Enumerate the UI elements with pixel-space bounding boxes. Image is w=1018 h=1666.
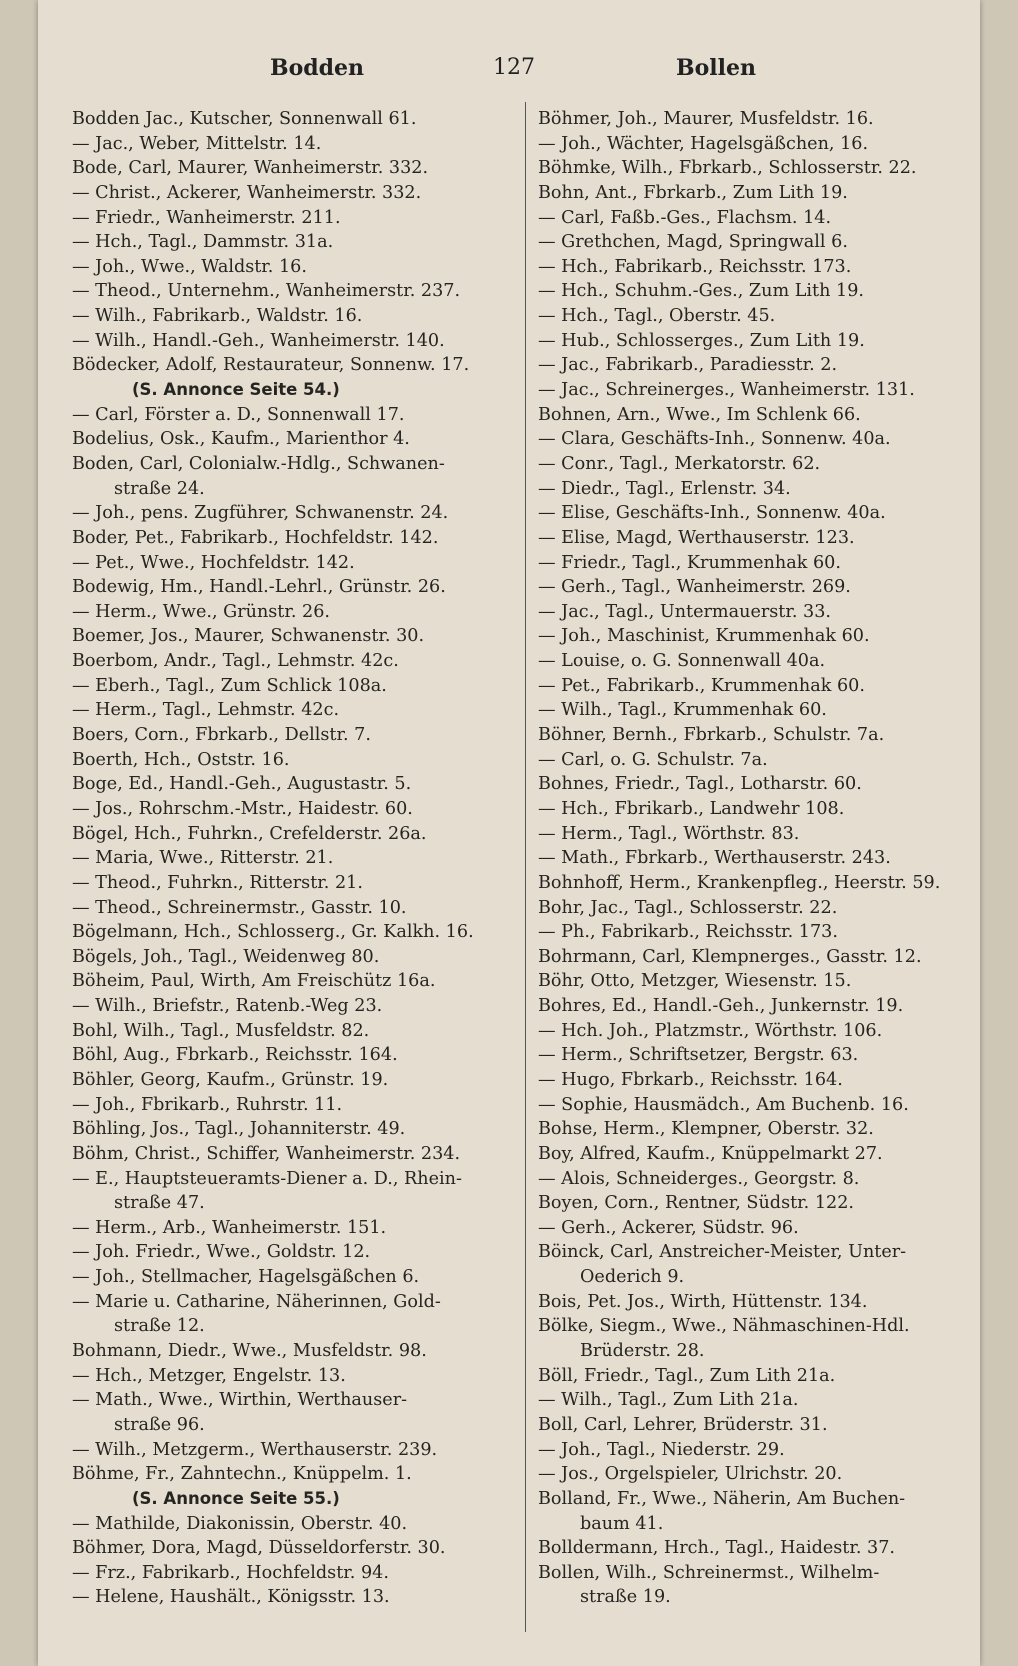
entry-continuation: baum 41. bbox=[580, 1513, 664, 1534]
directory-entry: — Hch., Fabrikarb., Reichsstr. 173. bbox=[538, 256, 852, 277]
directory-entry: — Gerh., Ackerer, Südstr. 96. bbox=[538, 1217, 799, 1238]
directory-entry: — Conr., Tagl., Merkatorstr. 62. bbox=[538, 453, 821, 474]
directory-entry: — Jos., Rohrschm.-Mstr., Haidestr. 60. bbox=[72, 798, 413, 819]
directory-entry: — Jac., Schreinerges., Wanheimerstr. 131. bbox=[538, 380, 915, 401]
directory-entry: Böhr, Otto, Metzger, Wiesenstr. 15. bbox=[538, 971, 852, 992]
directory-entry: Böhner, Bernh., Fbrkarb., Schulstr. 7a. bbox=[538, 725, 885, 746]
directory-entry: — Maria, Wwe., Ritterstr. 21. bbox=[72, 848, 334, 869]
annonce-note: (S. Annonce Seite 55.) bbox=[132, 1488, 340, 1508]
directory-entry: — Christ., Ackerer, Wanheimerstr. 332. bbox=[72, 182, 422, 203]
directory-entry: Bohr, Jac., Tagl., Schlosserstr. 22. bbox=[538, 897, 838, 918]
directory-entry: Bois, Pet. Jos., Wirth, Hüttenstr. 134. bbox=[538, 1291, 868, 1312]
right-column bbox=[538, 107, 968, 1610]
directory-entry: — Sophie, Hausmädch., Am Buchenb. 16. bbox=[538, 1094, 909, 1115]
directory-entry: Bohnes, Friedr., Tagl., Lotharstr. 60. bbox=[538, 774, 862, 795]
entry-continuation: straße 19. bbox=[580, 1587, 671, 1608]
directory-entry: — Joh., Wwe., Waldstr. 16. bbox=[72, 256, 307, 277]
directory-entry: Böhmke, Wilh., Fbrkarb., Schlosserstr. 22. bbox=[538, 158, 917, 179]
entry-continuation: Oederich 9. bbox=[580, 1267, 685, 1288]
directory-entry: Böhme, Fr., Zahntechn., Knüppelm. 1. bbox=[72, 1464, 412, 1485]
directory-entry: — Jac., Fabrikarb., Paradiesstr. 2. bbox=[538, 355, 838, 376]
directory-entry: Bohse, Herm., Klempner, Oberstr. 32. bbox=[538, 1119, 874, 1140]
directory-entry: — Jac., Tagl., Untermauerstr. 33. bbox=[538, 601, 832, 622]
directory-entry: — Jac., Weber, Mittelstr. 14. bbox=[72, 133, 322, 154]
directory-entry: — Wilh., Metzgerm., Werthauserstr. 239. bbox=[72, 1439, 438, 1460]
right-keyword: Bollen bbox=[676, 55, 756, 81]
directory-entry: Boerbom, Andr., Tagl., Lehmstr. 42c. bbox=[72, 651, 399, 672]
directory-entry: Boll, Carl, Lehrer, Brüderstr. 31. bbox=[538, 1414, 828, 1435]
directory-entry: Böhm, Christ., Schiffer, Wanheimerstr. 234. bbox=[72, 1143, 461, 1164]
directory-entry: Bohnen, Arn., Wwe., Im Schlenk 66. bbox=[538, 404, 861, 425]
directory-entry: — Eberh., Tagl., Zum Schlick 108a. bbox=[72, 675, 387, 696]
directory-entry: Böll, Friedr., Tagl., Zum Lith 21a. bbox=[538, 1365, 836, 1386]
entry-continuation: straße 12. bbox=[114, 1316, 205, 1337]
directory-entry: — Elise, Magd, Werthauserstr. 123. bbox=[538, 527, 855, 548]
column-divider bbox=[525, 102, 526, 1632]
directory-page bbox=[38, 0, 980, 1666]
directory-entry: Bögelmann, Hch., Schlosserg., Gr. Kalkh. 16. bbox=[72, 922, 474, 943]
directory-entry: Boyen, Corn., Rentner, Südstr. 122. bbox=[538, 1193, 855, 1214]
directory-entry: — Jos., Orgelspieler, Ulrichstr. 20. bbox=[538, 1464, 843, 1485]
directory-entry: — Joh., Tagl., Niederstr. 29. bbox=[538, 1439, 785, 1460]
directory-entry: — E., Hauptsteueramts-Diener a. D., Rhein- bbox=[72, 1168, 462, 1189]
directory-entry: — Carl, o. G. Schulstr. 7a. bbox=[538, 749, 768, 770]
directory-entry: — Herm., Wwe., Grünstr. 26. bbox=[72, 601, 331, 622]
directory-entry: Boden, Carl, Colonialw.-Hdlg., Schwanen- bbox=[72, 453, 445, 474]
directory-entry: — Frz., Fabrikarb., Hochfeldstr. 94. bbox=[72, 1562, 389, 1583]
directory-entry: Böhler, Georg, Kaufm., Grünstr. 19. bbox=[72, 1069, 389, 1090]
directory-entry: — Clara, Geschäfts-Inh., Sonnenw. 40a. bbox=[538, 429, 891, 450]
directory-entry: — Marie u. Catharine, Näherinnen, Gold- bbox=[72, 1291, 441, 1312]
directory-entry: Böhmer, Dora, Magd, Düsseldorferstr. 30. bbox=[72, 1538, 446, 1559]
directory-entry: — Herm., Schriftsetzer, Bergstr. 63. bbox=[538, 1045, 859, 1066]
directory-entry: — Hch., Metzger, Engelstr. 13. bbox=[72, 1365, 346, 1386]
directory-entry: — Theod., Unternehm., Wanheimerstr. 237. bbox=[72, 281, 461, 302]
directory-entry: Bodden Jac., Kutscher, Sonnenwall 61. bbox=[72, 109, 417, 129]
directory-entry: — Pet., Fabrikarb., Krummenhak 60. bbox=[538, 675, 865, 696]
directory-entry: — Louise, o. G. Sonnenwall 40a. bbox=[538, 651, 826, 672]
directory-entry: — Wilh., Tagl., Zum Lith 21a. bbox=[538, 1390, 799, 1411]
directory-entry: Böhling, Jos., Tagl., Johanniterstr. 49. bbox=[72, 1119, 406, 1140]
directory-entry: — Elise, Geschäfts-Inh., Sonnenw. 40a. bbox=[538, 503, 886, 524]
directory-entry: — Joh., Maschinist, Krummenhak 60. bbox=[538, 626, 870, 647]
directory-entry: Boemer, Jos., Maurer, Schwanenstr. 30. bbox=[72, 626, 425, 647]
directory-entry: — Friedr., Wanheimerstr. 211. bbox=[72, 207, 341, 228]
directory-entry: Bohl, Wilh., Tagl., Musfeldstr. 82. bbox=[72, 1020, 370, 1041]
directory-entry: Bollen, Wilh., Schreinermst., Wilhelm- bbox=[538, 1562, 880, 1583]
directory-entry: — Wilh., Fabrikarb., Waldstr. 16. bbox=[72, 306, 363, 327]
entry-continuation: straße 47. bbox=[114, 1193, 205, 1214]
page-header bbox=[38, 55, 980, 95]
directory-entry: — Joh., pens. Zugführer, Schwanenstr. 24. bbox=[72, 503, 449, 524]
directory-entry: Boder, Pet., Fabrikarb., Hochfeldstr. 142. bbox=[72, 527, 439, 548]
page-number: 127 bbox=[493, 55, 535, 80]
directory-entry: — Gerh., Tagl., Wanheimerstr. 269. bbox=[538, 577, 851, 598]
directory-entry: Böinck, Carl, Anstreicher-Meister, Unter- bbox=[538, 1242, 907, 1263]
directory-entry: — Hugo, Fbrkarb., Reichsstr. 164. bbox=[538, 1069, 843, 1090]
directory-entry: Böheim, Paul, Wirth, Am Freischütz 16a. bbox=[72, 971, 436, 992]
directory-entry: Bolland, Fr., Wwe., Näherin, Am Buchen- bbox=[538, 1488, 906, 1509]
directory-entry: Bodelius, Osk., Kaufm., Marienthor 4. bbox=[72, 429, 410, 450]
annonce-note: (S. Annonce Seite 54.) bbox=[132, 380, 340, 400]
directory-entry: Bohnhoff, Herm., Krankenpfleg., Heerstr. 59. bbox=[538, 872, 941, 893]
directory-entry: — Joh., Wächter, Hagelsgäßchen, 16. bbox=[538, 133, 869, 154]
directory-entry: — Hch., Schuhm.-Ges., Zum Lith 19. bbox=[538, 281, 864, 302]
directory-entry: Bödecker, Adolf, Restaurateur, Sonnenw. 17. bbox=[72, 355, 470, 376]
directory-entry: Boers, Corn., Fbrkarb., Dellstr. 7. bbox=[72, 725, 371, 746]
directory-entry: — Hch., Tagl., Dammstr. 31a. bbox=[72, 232, 334, 253]
left-keyword: Bodden bbox=[270, 55, 365, 81]
left-column bbox=[72, 107, 524, 1610]
directory-entry: — Carl, Förster a. D., Sonnenwall 17. bbox=[72, 404, 405, 425]
directory-entry: Boerth, Hch., Oststr. 16. bbox=[72, 749, 290, 770]
directory-entry: — Wilh., Handl.-Geh., Wanheimerstr. 140. bbox=[72, 330, 445, 351]
directory-entry: — Grethchen, Magd, Springwall 6. bbox=[538, 232, 848, 253]
directory-entry: Bolldermann, Hrch., Tagl., Haidestr. 37. bbox=[538, 1538, 895, 1559]
directory-entry: — Hch., Fbrikarb., Landwehr 108. bbox=[538, 798, 845, 819]
directory-entry: Bölke, Siegm., Wwe., Nähmaschinen-Hdl. bbox=[538, 1316, 910, 1337]
directory-entry: — Joh. Friedr., Wwe., Goldstr. 12. bbox=[72, 1242, 371, 1263]
directory-entry: — Helene, Haushält., Königsstr. 13. bbox=[72, 1587, 390, 1608]
directory-entry: — Hch., Tagl., Oberstr. 45. bbox=[538, 306, 776, 327]
directory-entry: — Joh., Stellmacher, Hagelsgäßchen 6. bbox=[72, 1267, 420, 1288]
directory-entry: Bohrmann, Carl, Klempnerges., Gasstr. 12. bbox=[538, 946, 922, 967]
entry-continuation: Brüderstr. 28. bbox=[580, 1341, 705, 1362]
directory-entry: — Herm., Tagl., Lehmstr. 42c. bbox=[72, 700, 340, 721]
directory-entry: — Ph., Fabrikarb., Reichsstr. 173. bbox=[538, 922, 838, 943]
directory-entry: — Hub., Schlosserges., Zum Lith 19. bbox=[538, 330, 865, 351]
directory-entry: — Joh., Fbrikarb., Ruhrstr. 11. bbox=[72, 1094, 343, 1115]
directory-entry: Bohn, Ant., Fbrkarb., Zum Lith 19. bbox=[538, 182, 848, 203]
directory-entry: Bohres, Ed., Handl.-Geh., Junkernstr. 19. bbox=[538, 996, 904, 1017]
directory-entry: — Mathilde, Diakonissin, Oberstr. 40. bbox=[72, 1513, 408, 1534]
directory-entry: Boy, Alfred, Kaufm., Knüppelmarkt 27. bbox=[538, 1143, 883, 1164]
directory-entry: — Alois, Schneiderges., Georgstr. 8. bbox=[538, 1168, 860, 1189]
directory-entry: — Hch. Joh., Platzmstr., Wörthstr. 106. bbox=[538, 1020, 883, 1041]
directory-entry: — Herm., Tagl., Wörthstr. 83. bbox=[538, 823, 800, 844]
directory-entry: Böhl, Aug., Fbrkarb., Reichsstr. 164. bbox=[72, 1045, 398, 1066]
directory-entry: Boge, Ed., Handl.-Geh., Augustastr. 5. bbox=[72, 774, 412, 795]
directory-entry: Böhmer, Joh., Maurer, Musfeldstr. 16. bbox=[538, 109, 874, 129]
directory-entry: Bögels, Joh., Tagl., Weidenweg 80. bbox=[72, 946, 380, 967]
directory-entry: — Theod., Schreinermstr., Gasstr. 10. bbox=[72, 897, 407, 918]
directory-entry: Bode, Carl, Maurer, Wanheimerstr. 332. bbox=[72, 158, 429, 179]
directory-entry: — Diedr., Tagl., Erlenstr. 34. bbox=[538, 478, 791, 499]
directory-entry: — Friedr., Tagl., Krummenhak 60. bbox=[538, 552, 841, 573]
directory-entry: — Carl, Faßb.-Ges., Flachsm. 14. bbox=[538, 207, 832, 228]
directory-entry: — Theod., Fuhrkn., Ritterstr. 21. bbox=[72, 872, 363, 893]
directory-entry: — Math., Fbrkarb., Werthauserstr. 243. bbox=[538, 848, 891, 869]
directory-entry: — Wilh., Briefstr., Ratenb.-Weg 23. bbox=[72, 996, 383, 1017]
directory-entry: Bohmann, Diedr., Wwe., Musfeldstr. 98. bbox=[72, 1341, 427, 1362]
directory-entry: Bodewig, Hm., Handl.-Lehrl., Grünstr. 26. bbox=[72, 577, 446, 598]
directory-entry: — Math., Wwe., Wirthin, Werthauser- bbox=[72, 1390, 408, 1411]
directory-entry: — Pet., Wwe., Hochfeldstr. 142. bbox=[72, 552, 355, 573]
directory-entry: — Herm., Arb., Wanheimerstr. 151. bbox=[72, 1217, 387, 1238]
entry-continuation: straße 24. bbox=[114, 478, 205, 499]
directory-entry: Bögel, Hch., Fuhrkn., Crefelderstr. 26a. bbox=[72, 823, 427, 844]
directory-entry: — Wilh., Tagl., Krummenhak 60. bbox=[538, 700, 827, 721]
entry-continuation: straße 96. bbox=[114, 1414, 205, 1435]
